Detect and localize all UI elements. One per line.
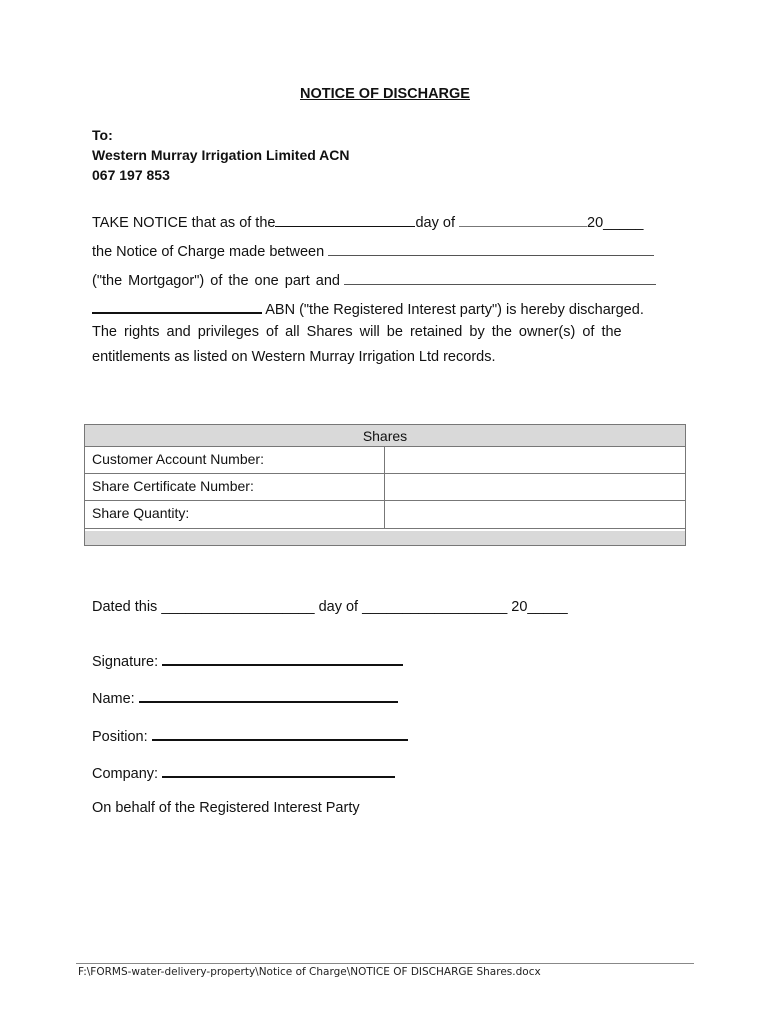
customer-account-field[interactable] — [385, 447, 685, 473]
position-line — [92, 725, 408, 745]
position-label: Position: — [92, 729, 148, 745]
notice-line-2 — [92, 241, 654, 260]
share-certificate-label: Share Certificate Number: — [85, 474, 385, 500]
name-line — [92, 687, 398, 707]
interest-party-blank[interactable] — [344, 270, 656, 285]
file-path-footer: F:\FORMS-water-delivery-property\Notice of Charge\NOTICE OF DISCHARGE Shares.docx — [78, 966, 541, 978]
on-behalf-text: On behalf of the Registered Interest Party — [92, 800, 360, 816]
footer-divider — [76, 963, 694, 964]
signature-line — [92, 650, 403, 670]
shares-table-footer — [85, 531, 685, 545]
name-label: Name: — [92, 691, 135, 707]
addressee-line-1: Western Murray Irrigation Limited ACN — [92, 147, 350, 163]
signature-field[interactable] — [162, 650, 403, 666]
company-line — [92, 762, 395, 782]
shares-table — [84, 424, 686, 546]
notice-line-5: The rights and privileges of all Shares will be retained by the owner(s) of the — [92, 324, 622, 340]
date-month-blank[interactable] — [459, 212, 587, 227]
company-label: Company: — [92, 766, 159, 782]
notice-line-6: entitlements as listed on Western Murray Irrigation Ltd records. — [92, 349, 496, 365]
dated-day-of[interactable]: day of __________________ — [318, 599, 508, 615]
abn-party-blank[interactable] — [92, 298, 262, 314]
shares-table-header: Shares — [85, 425, 685, 447]
page-title: NOTICE OF DISCHARGE — [300, 86, 470, 102]
share-quantity-field[interactable] — [385, 501, 685, 528]
dated-this[interactable]: Dated this ___________________ — [92, 599, 315, 615]
name-field[interactable] — [139, 687, 398, 703]
company-field[interactable] — [162, 762, 395, 778]
addressee-line-2: 067 197 853 — [92, 167, 170, 183]
customer-account-label: Customer Account Number: — [85, 447, 385, 473]
dated-year[interactable]: 20_____ — [511, 599, 568, 615]
notice-day-of: day of — [415, 215, 455, 231]
table-row — [85, 501, 685, 529]
position-field[interactable] — [152, 725, 408, 741]
notice-line-4-text: ABN ("the Registered Interest party") is hereby discharged. — [265, 302, 644, 318]
share-quantity-label: Share Quantity: — [85, 501, 385, 528]
notice-line-2-text: the Notice of Charge made between — [92, 244, 325, 260]
notice-year: 20_____ — [587, 215, 644, 231]
notice-line-1-text: TAKE NOTICE that as of the — [92, 215, 276, 231]
date-day-blank[interactable] — [275, 212, 415, 227]
mortgagor-blank[interactable] — [328, 241, 654, 256]
share-certificate-field[interactable] — [385, 474, 685, 500]
dated-line — [92, 599, 568, 615]
notice-line-1 — [92, 212, 643, 231]
table-row — [85, 447, 685, 474]
signature-label: Signature: — [92, 654, 159, 670]
notice-line-3-text: ("the Mortgagor") of the one part and — [92, 273, 340, 289]
addressee-block — [92, 125, 349, 185]
notice-line-4 — [92, 298, 644, 318]
notice-line-3 — [92, 270, 656, 289]
to-label: To: — [92, 127, 113, 143]
table-row — [85, 474, 685, 501]
